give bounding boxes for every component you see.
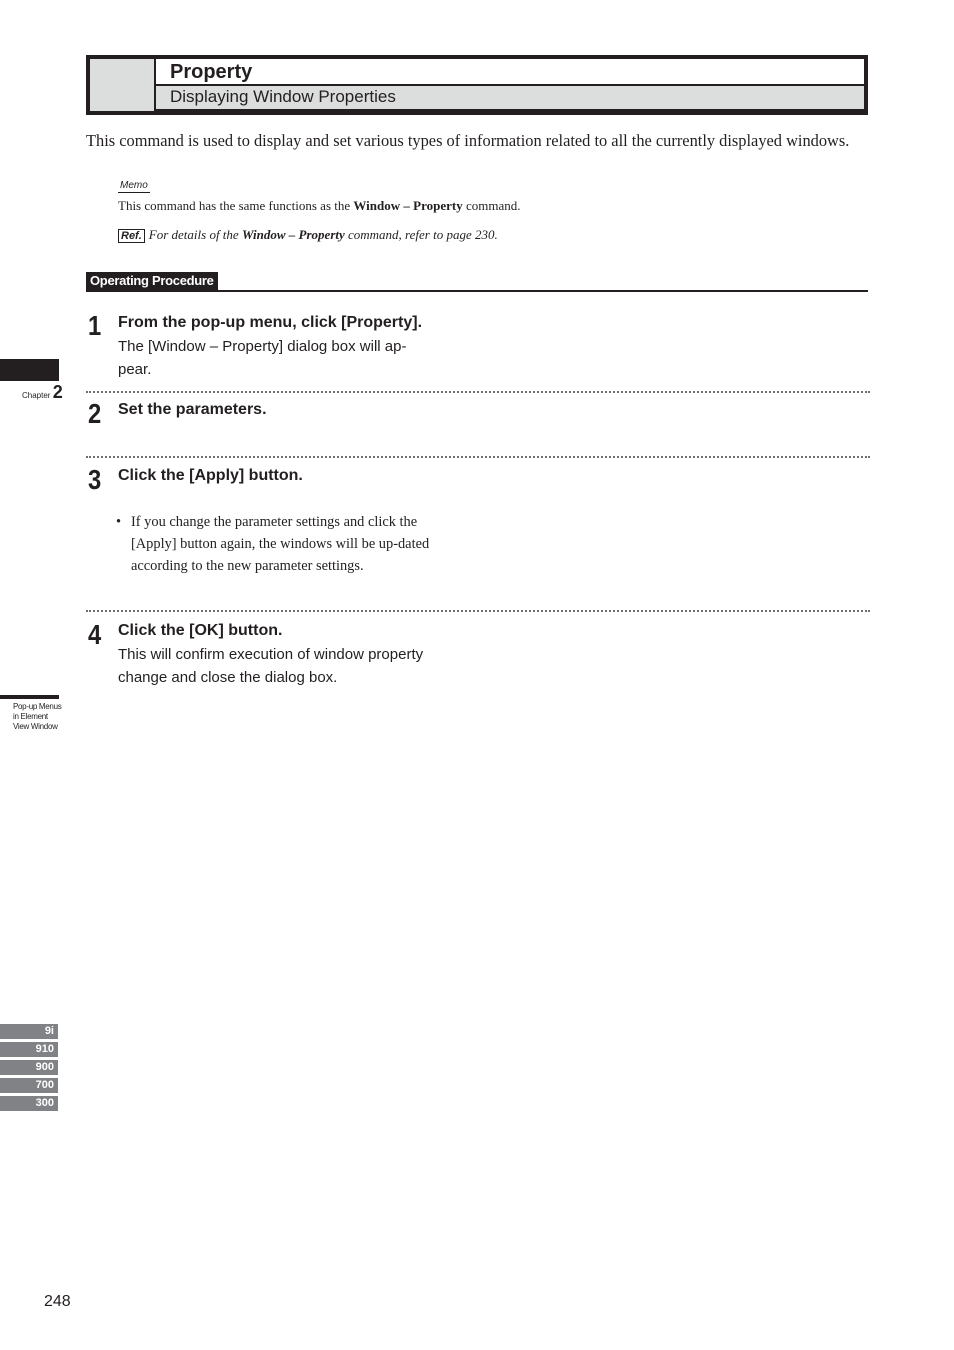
step-4-body: This will confirm execution of window property change and close the dialog box. (118, 646, 424, 686)
ref-icon: Ref. (118, 229, 145, 243)
title-box (86, 55, 868, 115)
step-divider (86, 391, 870, 393)
procedure-label: Operating Procedure (86, 272, 218, 290)
memo-bold-window: Window (353, 198, 401, 213)
step-3-number: 3 (88, 464, 102, 495)
bullet-text: If you change the parameter settings and click the [Apply] button again, the windows will be up-dated according to the new parameter settings. (131, 514, 430, 574)
ref-text-after: command, refer to page 230. (344, 227, 498, 242)
section-rule (0, 695, 59, 699)
step-3-title: Click the [Apply] button. (118, 467, 303, 484)
chapter-word: Chapter (22, 391, 51, 400)
title-sub-band (156, 86, 864, 109)
page-title: Property (170, 61, 253, 83)
chapter-number: 2 (52, 382, 63, 402)
intro-paragraph: This command is used to display and set various types of information related to all the currently displayed windows. (86, 131, 850, 150)
page-number: 248 (44, 1293, 71, 1310)
procedure-header (86, 272, 868, 292)
memo-icon: Memo (120, 180, 148, 191)
memo-bold-property: Property (413, 198, 463, 213)
step-4-title: Click the [OK] button. (118, 622, 283, 639)
section-title: Pop-up Menus in Element View Window (13, 702, 62, 731)
model-tab-910: 910 (0, 1042, 58, 1057)
step-1-title: From the pop-up menu, click [Property]. (118, 314, 423, 331)
title-gray-block (90, 59, 154, 111)
bullet-dot: • (116, 514, 122, 530)
model-tab-9i: 9i (0, 1024, 58, 1039)
memo-dash: – (400, 198, 414, 213)
step-2-number: 2 (88, 398, 102, 429)
memo-text (118, 197, 520, 215)
ref-line (118, 226, 498, 245)
model-tab-300: 300 (0, 1096, 58, 1111)
chapter-tab (0, 359, 59, 381)
ref-bold-command: Window – Property (241, 227, 345, 242)
step-3-bullet (116, 511, 456, 577)
page-subtitle: Displaying Window Properties (170, 87, 396, 106)
memo-text-after: command. (462, 198, 521, 213)
step-1-number: 1 (88, 310, 102, 341)
title-main-band (156, 59, 864, 84)
step-divider (86, 456, 870, 458)
chapter-label (22, 382, 63, 406)
step-1-body: The [Window – Property] dialog box will ap-pear. (118, 338, 407, 378)
model-tab-700: 700 (0, 1078, 58, 1093)
step-2-title: Set the parameters. (118, 401, 267, 418)
memo-text-before: This command has the same functions as the (118, 198, 354, 213)
ref-text-before: For details of the (148, 227, 242, 242)
model-tab-900: 900 (0, 1060, 58, 1075)
step-divider (86, 610, 870, 612)
step-4-number: 4 (88, 619, 102, 650)
